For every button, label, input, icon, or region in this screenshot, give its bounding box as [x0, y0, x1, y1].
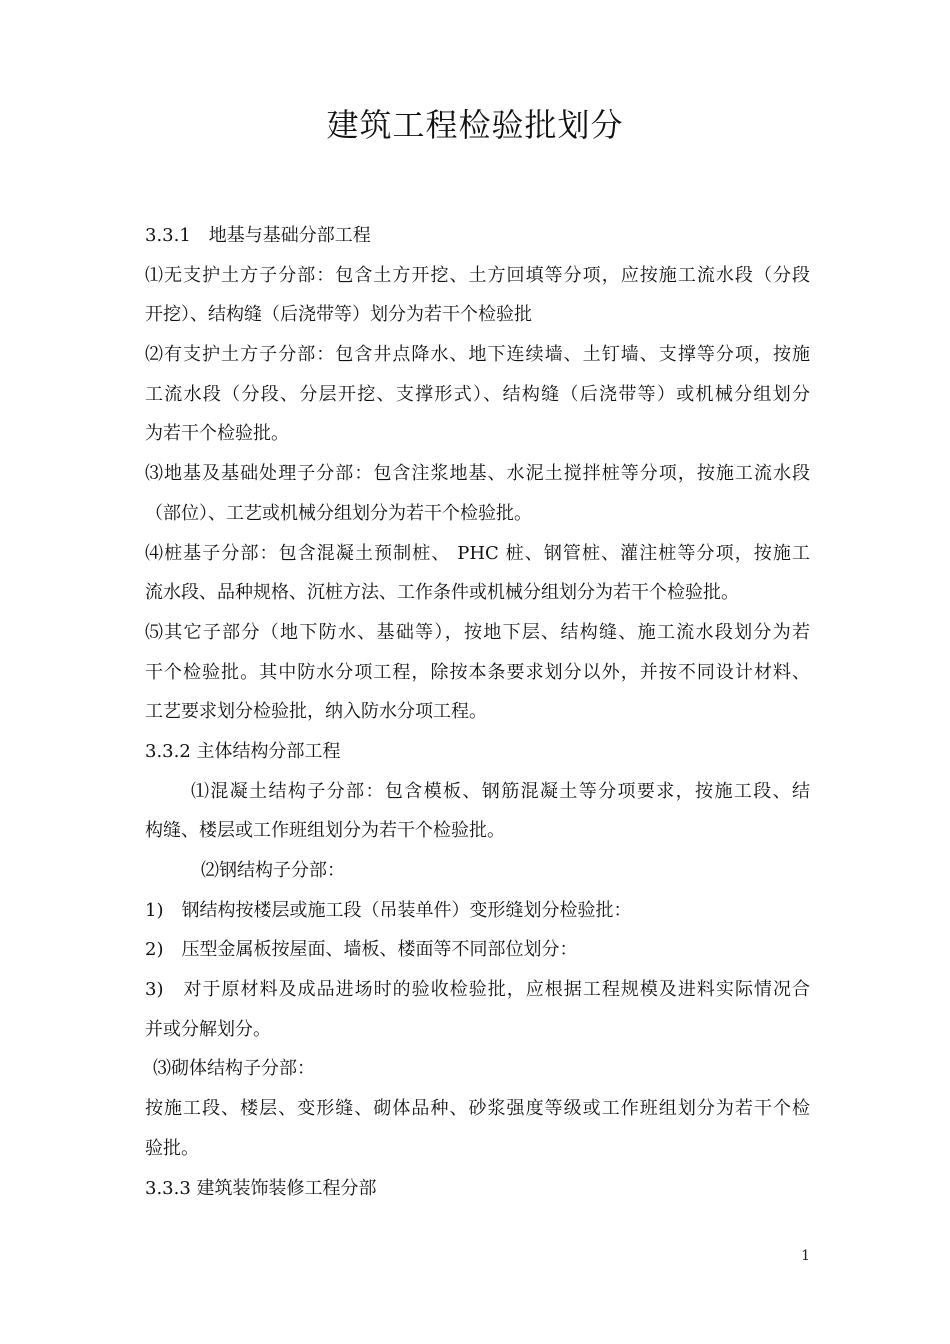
body-text-line: ⑸其它子部分（地下防水、基础等），按地下层、结构缝、施工流水段划分为若 — [145, 621, 810, 643]
body-text-line: ⑵钢结构子分部： — [201, 860, 345, 881]
body-text-line: 并或分解划分。 — [145, 1018, 271, 1040]
body-text-line: 2) 压型金属板按屋面、墙板、楼面等不同部位划分： — [145, 939, 578, 961]
document-title: 建筑工程检验批划分 — [326, 106, 624, 144]
body-text-line: ⑷桩基子分部：包含混凝土预制桩、 PHC 桩、钢管桩、灌注桩等分项，按施工 — [145, 542, 810, 564]
body-text-line: 3) 对于原材料及成品进场时的验收检验批，应根据工程规模及进料实际情况合 — [145, 979, 810, 1001]
document-body — [145, 216, 810, 1208]
body-text-line: 3.3.3 建筑装饰装修工程分部 — [145, 1177, 377, 1199]
body-text-line: ⑴混凝土结构子分部：包含模板、钢筋混凝土等分项要求，按施工段、结 — [191, 780, 810, 802]
body-text-line: 开挖）、结构缝（后浇带等）划分为若干个检验批 — [145, 304, 532, 326]
body-text-line: 为若干个检验批。 — [145, 423, 289, 445]
body-text-line: （部位）、工艺或机械分组划分为若干个检验批。 — [145, 502, 532, 524]
body-text-line: 干个检验批。其中防水分项工程，除按本条要求划分以外，并按不同设计材料、 — [145, 661, 810, 683]
body-text-line: ⑴无支护土方子分部：包含土方开挖、土方回填等分项，应按施工流水段（分段 — [145, 264, 810, 286]
body-text-line: ⑶地基及基础处理子分部：包含注浆地基、水泥土搅拌桩等分项，按施工流水段 — [145, 463, 810, 485]
body-text-line: 工艺要求划分检验批，纳入防水分项工程。 — [145, 701, 487, 723]
body-text-line: 3.3.2 主体结构分部工程 — [145, 740, 341, 762]
page-number: 1 — [801, 1248, 810, 1264]
body-text-line: 工流水段（分段、分层开挖、支撑形式）、结构缝（后浇带等）或机械分组划分 — [145, 383, 810, 405]
body-text-line: 流水段、品种规格、沉桩方法、工作条件或机械分组划分为若干个检验批。 — [145, 582, 739, 604]
body-text-line: 构缝、楼层或工作班组划分为若干个检验批。 — [145, 820, 505, 842]
body-text-line: ⑵有支护土方子分部：包含井点降水、地下连续墙、土钉墙、支撑等分项，按施 — [145, 344, 810, 366]
body-text-line: 按施工段、楼层、变形缝、砌体品种、砂浆强度等级或工作班组划分为若干个检 — [145, 1098, 810, 1120]
body-text-line: 3.3.1 地基与基础分部工程 — [145, 225, 371, 246]
body-text-line: 验批。 — [145, 1137, 199, 1159]
body-text-line: ⑶砌体结构子分部： — [153, 1058, 315, 1080]
body-text-line: 1) 钢结构按楼层或施工段（吊装单件）变形缝划分检验批： — [145, 899, 632, 921]
